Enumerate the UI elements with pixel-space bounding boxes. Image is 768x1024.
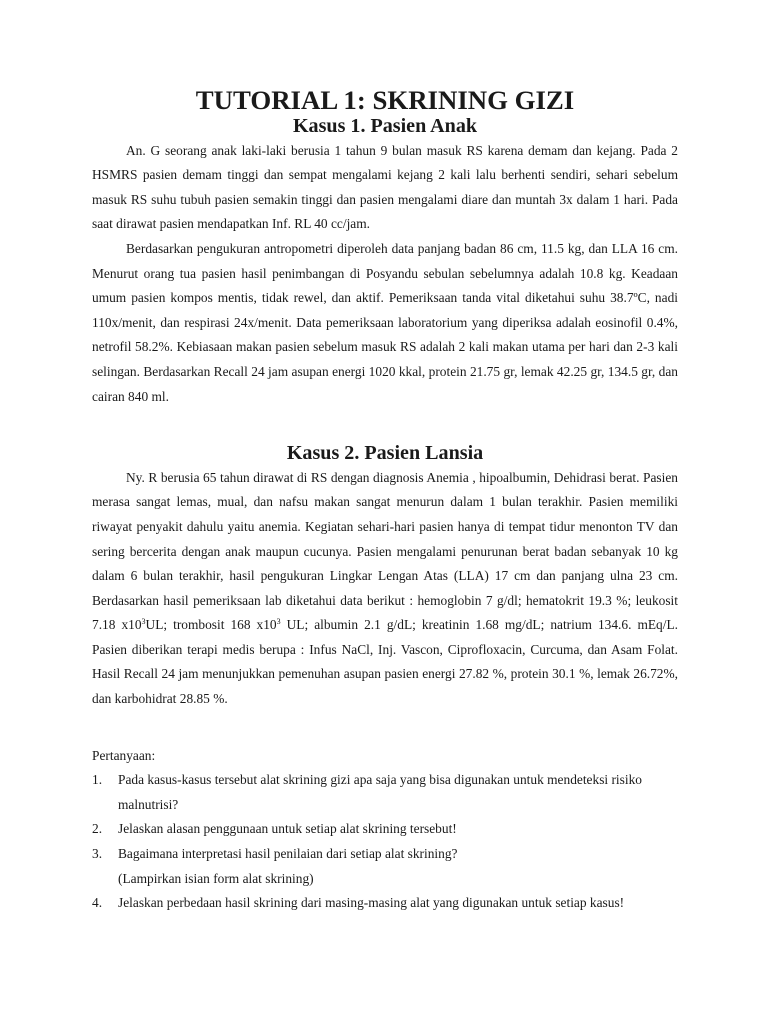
case-2-text-part-2: UL; trombosit 168 x10 [145, 617, 277, 633]
case-2-text-part-3: UL; albumin 2.1 g/dL; kreatinin 1.68 mg/dL; natrium 134.6. mEq/L. Pasien diberikan terapi medis berupa : Infus NaCl, Inj. Vascon, Ciprofloxacin, Curcuma, dan Asam Folat. Hasil Recall 24 jam menunjukkan pemenuhan asupan pasien energi 27.82 %, protein 30.1 %, lemak 26.72%, dan karbohidrat 28.85 %. [92, 617, 678, 707]
questions-list [92, 768, 678, 916]
question-item [92, 842, 678, 891]
case-2-paragraph-1 [92, 466, 678, 712]
case-1-paragraph-1: An. G seorang anak laki-laki berusia 1 tahun 9 bulan masuk RS karena demam dan kejang. Pada 2 HSMRS pasien demam tinggi dan sempat mengalami kejang 2 kali lalu berhenti sendiri, sehari sebelum masuk RS suhu tubuh pasien semakin tinggi dan pasien mengalami diare dan muntah 3x dalam 1 hari. Pada saat dirawat pasien mendapatkan Inf. RL 40 cc/jam. [92, 142, 678, 232]
superscript-exponent: 3 [141, 617, 146, 627]
case-2-text-part-1: Ny. R berusia 65 tahun dirawat di RS dengan diagnosis Anemia , hipoalbumin, Dehidrasi berat. Pasien merasa sangat lemas, mual, dan nafsu makan sangat menurun dalam 1 bulan terakhir. Pasien memiliki riwayat penyakit dahulu yaitu anemia. Kegiatan sehari-hari pasien hanya di tempat tidur menonton TV dan sering bercerita dengan anak maupun cucunya. Pasien mengalami penurunan berat badan sebanyak 10 kg dalam 6 bulan terakhir, hasil pengukuran Lingkar Lengan Atas (LLA) 17 cm dan panjang ulna 23 cm. Berdasarkan hasil pemeriksaan lab diketahui data berikut : hemoglobin 7 g/dl; hematokrit 19.3 %; leukosit 7.18 x10 [92, 469, 678, 633]
question-text: Bagaimana interpretasi hasil penilaian dari setiap alat skrining? [118, 846, 458, 862]
questions-heading: Pertanyaan: [92, 747, 156, 763]
case-2-heading: Kasus 2. Pasien Lansia [286, 442, 484, 465]
superscript-exponent: 3 [276, 617, 281, 627]
question-item [92, 768, 678, 817]
section-spacer [92, 712, 678, 744]
document-title: TUTORIAL 1: SKRINING GIZI [195, 85, 575, 115]
case-1-paragraph-2: Berdasarkan pengukuran antropometri diperoleh data panjang badan 86 cm, 11.5 kg, dan LLA 16 cm. Menurut orang tua pasien hasil penimbangan di Posyandu sebulan sebelumnya adalah 10.8 kg. Keadaan umum pasien kompos mentis, tidak rewel, dan aktif. Pemeriksaan tanda vital diketahui suhu 38.7ºC, nadi 110x/menit, dan respirasi 24x/menit. Data pemeriksaan laboratorium yang diperiksa adalah eosinofil 0.4%, netrofil 58.2%. Kebiasaan makan pasien sebelum masuk RS adalah 2 kali makan utama per hari dan 2-3 kali selingan. Berdasarkan Recall 24 jam asupan energi 1020 kkal, protein 21.75 gr, lemak 42.25 gr, 134.5 gr, dan cairan 840 ml. [92, 240, 678, 404]
document-content [92, 85, 678, 916]
question-number: 2. [92, 821, 103, 837]
question-note: (Lampirkan isian form alat skrining) [118, 870, 314, 886]
question-item [92, 817, 678, 842]
question-item [92, 891, 678, 916]
case-1-heading: Kasus 1. Pasien Anak [292, 115, 478, 137]
section-spacer [92, 409, 678, 441]
question-number: 4. [92, 895, 103, 911]
question-text: Jelaskan perbedaan hasil skrining dari masing-masing alat yang digunakan untuk setiap kasus! [118, 895, 625, 911]
question-text: Jelaskan alasan penggunaan untuk setiap alat skrining tersebut! [118, 821, 457, 837]
question-text: Pada kasus-kasus tersebut alat skrining gizi apa saja yang bisa digunakan untuk mendeteksi risiko malnutrisi? [118, 772, 642, 812]
question-number: 1. [92, 772, 103, 788]
question-number: 3. [92, 846, 103, 862]
